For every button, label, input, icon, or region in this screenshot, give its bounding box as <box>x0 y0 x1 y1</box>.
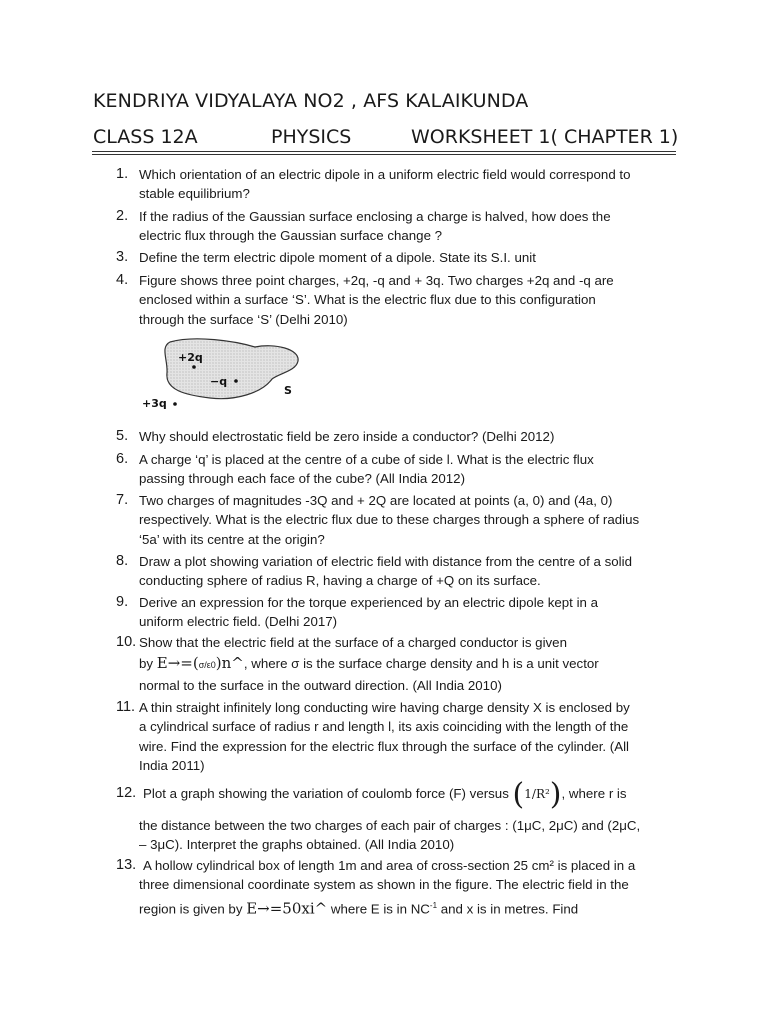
question-line: the distance between the two charges of each pair of charges : (1μC, 2μC) and (2μC, <box>139 818 641 833</box>
gaussian-surface <box>165 339 298 399</box>
question-text <box>139 450 675 489</box>
question-text <box>143 856 679 875</box>
school-name: KENDRIYA VIDYALAYA NO2 , AFS KALAIKUNDA <box>93 90 529 112</box>
unit-exponent: -1 <box>429 901 438 911</box>
formula-e-field: E→=50xi^ <box>246 899 328 918</box>
question-line <box>139 654 675 675</box>
worksheet-label: WORKSHEET 1( CHAPTER 1) <box>411 126 679 148</box>
question-number: 6. <box>116 451 129 467</box>
question-line: a cylindrical surface of radius r and length l, its axis coinciding with the length of the <box>139 719 629 735</box>
question-line: three dimensional coordinate system as shown in the figure. The electric field in the <box>139 877 629 892</box>
question-line: A charge ‘q’ is placed at the centre of a cube of side l. What is the electric flux <box>139 452 594 467</box>
text-run: Plot a graph showing the variation of coulomb force (F) versus <box>143 786 509 801</box>
question-line: respectively. What is the electric flux due to these charges through a sphere of radius <box>139 512 640 528</box>
formula-fraction: σ/ε0 <box>198 660 216 671</box>
paren-open: ( <box>512 777 525 812</box>
subject-label: PHYSICS <box>271 126 352 148</box>
question-number: 5. <box>116 428 129 444</box>
question-number: 9. <box>116 594 129 610</box>
question-line: Draw a plot showing variation of electric field with distance from the centre of a solid <box>139 554 632 569</box>
question-text-continued <box>139 875 675 919</box>
question-text <box>139 165 675 204</box>
question-line: – 3μC). Interpret the graphs obtained. (All India 2010) <box>139 837 455 853</box>
question-number: 12. <box>116 785 137 801</box>
question-text <box>139 271 675 329</box>
text-run: and x is in metres. Find <box>437 901 579 917</box>
question-text <box>139 552 675 591</box>
text-run: region is given by <box>139 901 247 917</box>
question-text-continued <box>139 816 675 855</box>
question-text <box>139 633 675 695</box>
text-run: , where σ is the surface charge density and h is a unit vector <box>243 656 599 672</box>
question-line: electric flux through the Gaussian surface change ? <box>139 228 443 244</box>
surface-label-s: S <box>284 384 292 397</box>
charge-dot-2q <box>192 365 196 369</box>
question-text <box>139 593 675 632</box>
question-text <box>139 248 675 267</box>
question-line: normal to the surface in the outward direction. (All India 2010) <box>139 677 502 693</box>
question-line <box>139 896 675 919</box>
question-line: Derive an expression for the torque experienced by an electric dipole kept in a <box>139 595 599 610</box>
question-number: 7. <box>116 492 129 508</box>
question-line: Show that the electric field at the surface of a charged conductor is given <box>139 635 567 650</box>
question-number: 3. <box>116 249 129 265</box>
text-run: , where r is <box>561 786 627 801</box>
charge-label-3q: +3q <box>142 397 167 410</box>
question-line: passing through each face of the cube? (All India 2012) <box>139 471 465 487</box>
formula-e-field: E→=( <box>156 654 199 673</box>
question-text <box>139 491 675 549</box>
question-line: wire. Find the expression for the electric flux through the surface of the cylinder. (All <box>139 738 630 754</box>
question-line <box>143 777 679 811</box>
charge-surface-figure <box>140 335 310 413</box>
question-number: 13. <box>116 857 137 873</box>
question-text <box>139 698 675 775</box>
question-line: A thin straight infinitely long conducting wire having charge density X is enclosed by <box>139 700 630 715</box>
question-line: India 2011) <box>139 757 205 773</box>
question-number: 8. <box>116 553 129 569</box>
text-run: where E is in NC <box>327 901 430 917</box>
question-text <box>139 427 675 446</box>
question-line: enclosed within a surface ‘S’. What is the electric flux due to this configuration <box>139 292 596 308</box>
question-line: Figure shows three point charges, +2q, -q and + 3q. Two charges +2q and -q are <box>139 273 614 288</box>
question-line: ‘5a’ with its centre at the origin? <box>139 531 325 547</box>
question-line: stable equilibrium? <box>139 186 250 202</box>
question-line: Define the term electric dipole moment of a dipole. State its S.I. unit <box>139 250 536 265</box>
question-text <box>139 207 675 246</box>
question-number: 2. <box>116 208 129 224</box>
charge-dot-minus-q <box>234 379 238 383</box>
question-number: 1. <box>116 166 129 182</box>
question-number: 10. <box>116 634 137 650</box>
question-line: through the surface ‘S’ (Delhi 2010) <box>139 311 348 327</box>
charge-label-2q: +2q <box>178 351 203 364</box>
charge-dot-3q <box>173 402 177 406</box>
question-line: Why should electrostatic field be zero inside a conductor? (Delhi 2012) <box>139 429 555 444</box>
question-text <box>143 777 679 811</box>
question-line: uniform electric field. (Delhi 2017) <box>139 614 338 630</box>
question-line: Two charges of magnitudes -3Q and + 2Q are located at points (a, 0) and (4a, 0) <box>139 493 613 508</box>
question-number: 11. <box>116 699 136 715</box>
formula-unit-vector: )n^ <box>215 654 244 673</box>
question-line: Which orientation of an electric dipole in a uniform electric field would correspond to <box>139 167 631 182</box>
question-line: If the radius of the Gaussian surface enclosing a charge is halved, how does the <box>139 209 611 224</box>
text-run: by <box>139 656 157 672</box>
class-label: CLASS 12A <box>93 126 198 148</box>
paren-close: ) <box>549 777 562 812</box>
charge-label-minus-q: −q <box>210 375 228 388</box>
formula-inverse-r-squared: 1/R² <box>524 787 550 801</box>
question-line: conducting sphere of radius R, having a charge of +Q on its surface. <box>139 573 541 589</box>
question-number: 4. <box>116 272 129 288</box>
question-line: A hollow cylindrical box of length 1m and area of cross-section 25 cm² is placed in a <box>143 858 636 873</box>
